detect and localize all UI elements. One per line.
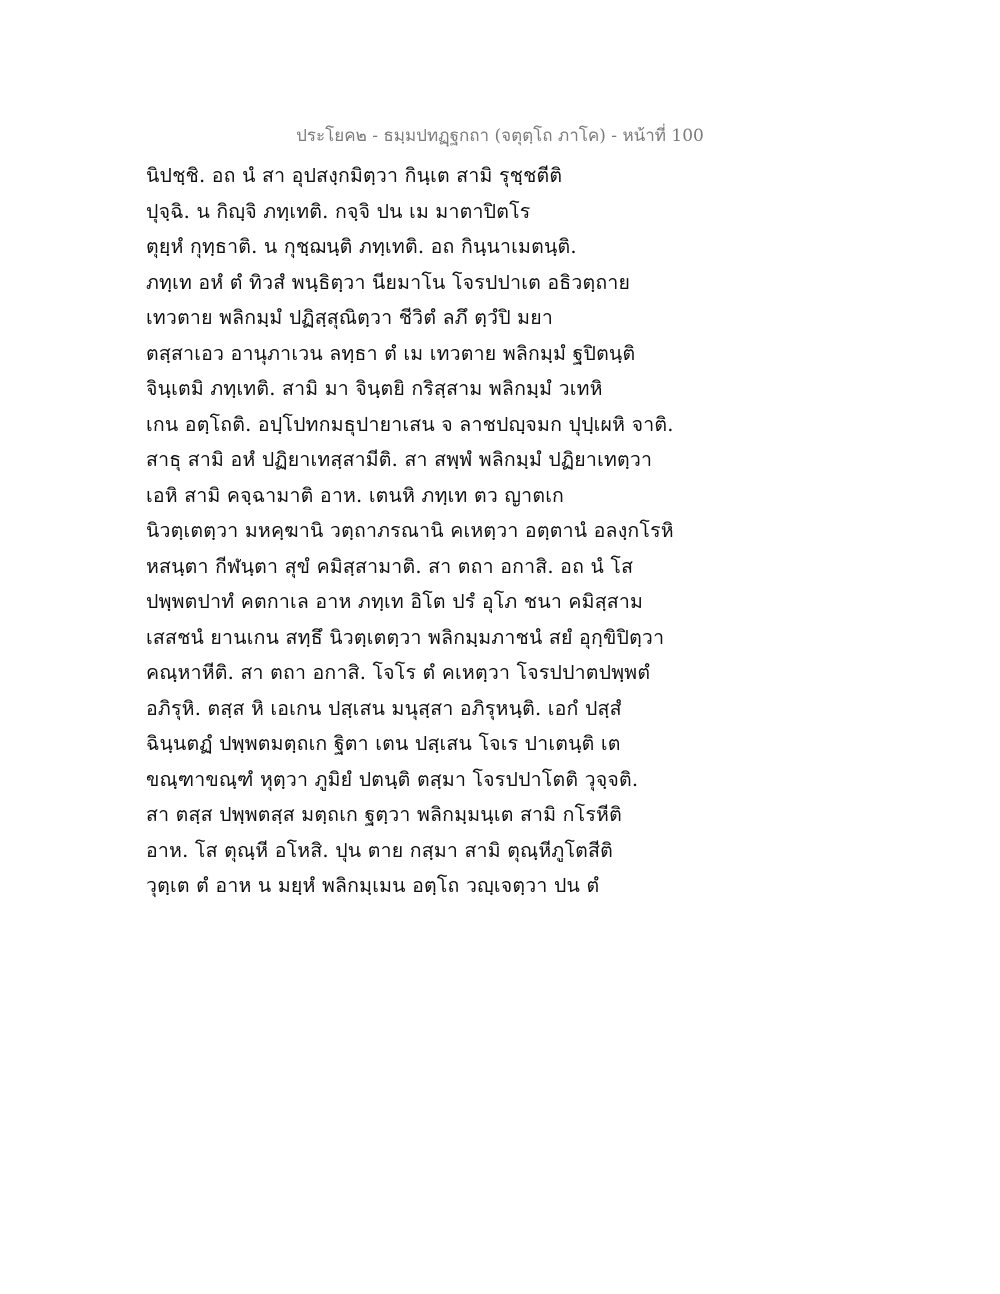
text-line: สา ตสฺส ปพฺพตสฺส มตฺถเก ฐตฺวา พลิกมฺมนฺเต สามิ กโรหีติ xyxy=(146,803,622,826)
body-text xyxy=(146,158,706,904)
text-line: อภิรุหิ. ตสฺส หิ เอเกน ปสฺเสน มนุสฺสา อภิรุหนฺติ. เอกํ ปสฺสํ xyxy=(146,696,622,720)
text-line: ตุยฺหํ กุทฺธาติ. น กุชฺฌนฺติ ภทฺเทติ. อถ กินฺนาเมตนฺติ. xyxy=(146,235,577,258)
text-line: นิวตฺเตตฺวา มหคฺฆานิ วตฺถาภรณานิ คเหตฺวา อตฺตานํ อลงฺกโรหิ xyxy=(146,519,674,542)
text-line: ขณฺฑาขณฺฑํ หุตฺวา ภูมิยํ ปตนฺติ ตสฺมา โจรปปาโตติ วุจฺจติ. xyxy=(146,767,639,791)
text-line: เกน อตฺโถติ. อปฺโปทกมธุปายาเสน จ ลาชปญฺจมก ปุปฺเผหิ จาติ. xyxy=(146,412,674,436)
text-line: คณฺหาหีติ. สา ตถา อกาสิ. โจโร ตํ คเหตฺวา โจรปปาตปพฺพตํ xyxy=(146,661,651,684)
text-line: นิปชฺชิ. อถ นํ สา อุปสงฺกมิตฺวา กินฺเต สามิ รุชฺชตีติ xyxy=(146,164,563,187)
text-line: ปพฺพตปาทํ คตกาเล อาห ภทฺเท อิโต ปรํ อุโภ ชนา คมิสฺสาม xyxy=(146,590,644,613)
text-line: ฉินฺนตฏํ ปพฺพตมตฺถเก ฐิตา เตน ปสฺเสน โจเร ปาเตนฺติ เต xyxy=(146,732,621,755)
text-line: ภทฺเท อหํ ตํ ทิวสํ พนฺธิตฺวา นียมาโน โจรปปาเต อธิวตฺถาย xyxy=(146,270,631,294)
text-line: สาธุ สามิ อหํ ปฏิยาเทสฺสามีติ. สา สพฺพํ พลิกมฺมํ ปฏิยาเทตฺวา xyxy=(146,448,653,471)
text-line: จินฺเตมิ ภทฺเทติ. สามิ มา จินฺตยิ กริสฺสาม พลิกมฺมํ วเทหิ xyxy=(146,377,603,400)
text-line: ตสฺสาเอว อานุภาเวน ลทฺธา ตํ เม เทวตาย พลิกมฺมํ ฐปิตนฺติ xyxy=(146,341,636,365)
text-line: ปุจฺฉิ. น กิญฺจิ ภทฺเทติ. กจฺจิ ปน เม มาตาปิตโร xyxy=(146,199,531,223)
text-line: อาห. โส ตุณฺหี อโหสิ. ปุน ตาย กสฺมา สามิ ตุณฺหีภูโตสีติ xyxy=(146,838,613,862)
text-line: เสสชนํ ยานเกน สทฺธึ นิวตฺเตตฺวา พลิกมฺมภาชนํ สยํ อุกฺขิปิตฺวา xyxy=(146,625,665,649)
text-line: หสนฺตา กีฬนฺตา สุขํ คมิสฺสามาติ. สา ตถา อกาสิ. อถ นํ โส xyxy=(146,554,634,578)
text-line: เทวตาย พลิกมฺมํ ปฏิสฺสุณิตฺวา ชีวิตํ ลภึ ตฺวํปิ มยา xyxy=(146,306,554,329)
text-line: เอหิ สามิ คจฺฉามาติ อาห. เตนหิ ภทฺเท ตว ญาตเก xyxy=(146,483,565,507)
running-header: ประโยค๒ - ธมฺมปทฏฺฐกถา (จตุตฺโถ ภาโค) - หน้าที่ 100 xyxy=(296,126,704,146)
text-line: วุตฺเต ตํ อาห น มยฺหํ พลิกมฺเมน อตฺโถ วญฺเจตฺวา ปน ตํ xyxy=(146,874,600,897)
